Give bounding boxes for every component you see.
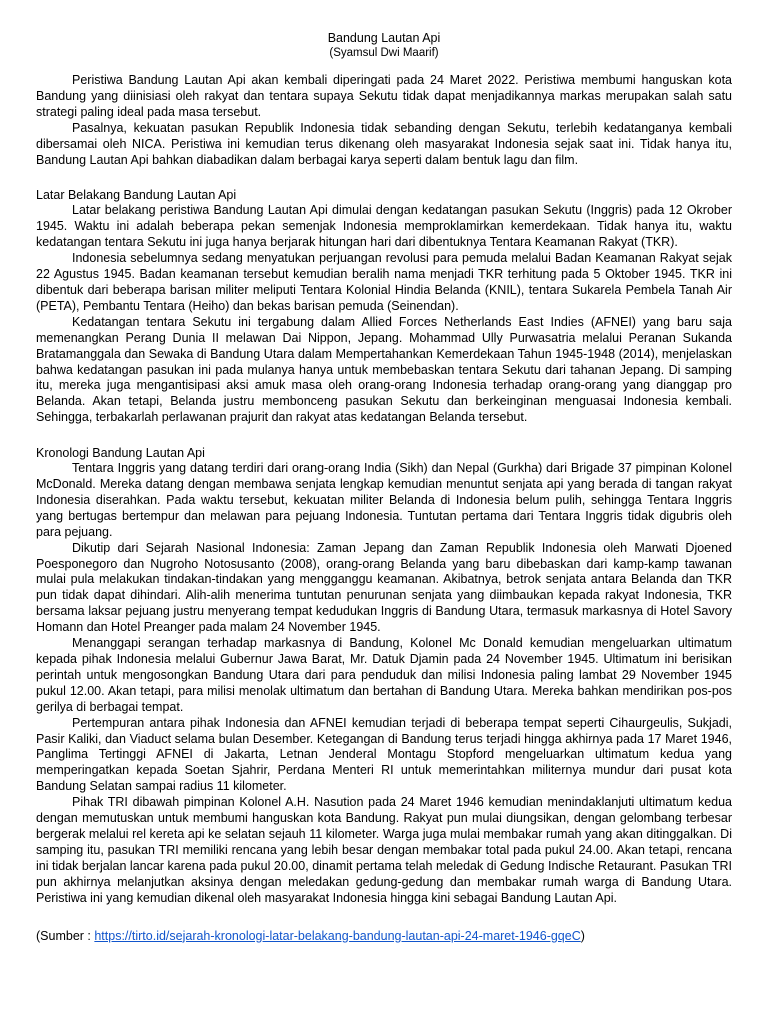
intro-paragraph: Pasalnya, kekuatan pasukan Republik Indonesia tidak sebanding dengan Sekutu, terlebih kedatanganya kembali dibersamai oleh NICA. Peristiwa ini kemudian terus dikenang oleh masyarakat Indonesia sejak saat ini. Tidak hanya itu, Bandung Lautan Api bahkan diabadikan dalam berbagai karya seperti dalam bentuk lagu dan film. bbox=[36, 120, 732, 167]
section-paragraph: Pertempuran antara pihak Indonesia dan AFNEI kemudian terjadi di beberapa tempat seperti Cihaurgeulis, Sukjadi, Pasir Kaliki, dan Viaduct selama bulan Desember. Ketegangan di Bandung terus terjadi hingga akhirnya pada 17 Maret 1946, Panglima Tertinggi AFNEI di Jakarta, Letnan Jenderal Montagu Stopford mengeluarkan ultimatum kedua yang memperingatkan kepada Soetan Sjahrir, Perdana Menteri RI untuk memerintahkan militernya mundur dari pusat kota Bandung Selatan sampai radius 11 kilometer. bbox=[36, 715, 732, 794]
intro-paragraph: Peristiwa Bandung Lautan Api akan kembali diperingati pada 24 Maret 2022. Peristiwa membumi hanguskan kota Bandung yang diinisiasi oleh rakyat dan tentara supaya Sekutu tidak dapat menjadikannya markas merupakan salah satu strategi paling ideal pada masa tersebut. bbox=[36, 73, 732, 119]
source-prefix: (Sumber : bbox=[36, 928, 95, 943]
section-paragraph: Menanggapi serangan terhadap markasnya di Bandung, Kolonel Mc Donald kemudian mengeluarkan ultimatum kepada pihak Indonesia melalui Gubernur Jawa Barat, Mr. Datuk Djamin pada 24 November 1945. Ultimatum ini berisikan perintah untuk mengosongkan Bandung Utara dari para penduduk dan milisi Indonesia paling lambat 29 November 1945 pukul 12.00. Akan tetapi, para milisi menolak ultimatum dan bertahan di Bandung Utara. Mereka bahkan mendirikan pos-pos gerilya di berbagai tempat. bbox=[36, 636, 732, 714]
section-paragraph: Pihak TRI dibawah pimpinan Kolonel A.H. Nasution pada 24 Maret 1946 kemudian menindaklanjuti ultimatum kedua dengan memutuskan untuk membumi hanguskan kota Bandung. Rakyat pun mulai diungsikan, dengan gelombang terbesar bergerak melalui rel kereta api ke selatan sejauh 11 kilometer. Warga juga mulai membakar rumah yang akan ditinggalkan. Di samping itu, pasukan TRI memiliki rencana yang lebih besar dengan membakar total pada pukul 24.00. Akan tetapi, rencana ini tidak berjalan lancar karena pada pukul 20.00, dinamit pertama telah meledak di Gedung Indische Retaurant. Pasukan TRI pun akhirnya melanjutkan aksinya dengan meledakan gedung-gedung dan membakar rumah warga di Bandung Utara. Peristiwa ini yang kemudian dikenal oleh masyarakat Indonesia hingga kini sebagai Bandung Lautan Api. bbox=[36, 795, 732, 905]
section-paragraph: Tentara Inggris yang datang terdiri dari orang-orang India (Sikh) dan Nepal (Gurkha) dari Brigade 37 pimpinan Kolonel McDonald. Mereka datang dengan membawa senjata lengkap kemudian menuntut senjata api yang berada di tangan rakyat Indonesia diserahkan. Pada waktu tersebut, kekuatan militer Belanda di Indonesia belum pulih, sehingga Tentara Inggris yang bertugas bertempur dan melawan para pejuang Indonesia. Tuntutan pertama dari Tentara Inggris tidak digubris oleh para pejuang. bbox=[36, 461, 732, 539]
section-paragraph: Latar belakang peristiwa Bandung Lautan Api dimulai dengan kedatangan pasukan Sekutu (Inggris) pada 12 Okrober 1945. Waktu ini adalah beberapa pekan semenjak Indonesia memproklamirkan kemerdekaan. Tidak hanya itu, waktu kedatangan tentara Sekutu ini juga hanya berjarak hitungan hari dari dibentuknya Tentara Keamanan Rakyat (TKR). bbox=[36, 203, 732, 250]
source-suffix: ) bbox=[580, 928, 585, 943]
section-heading-latar-belakang: Latar Belakang Bandung Lautan Api bbox=[36, 188, 237, 203]
document-title: Bandung Lautan Api bbox=[327, 31, 441, 45]
source-link[interactable]: https://tirto.id/sejarah-kronologi-latar-belakang-bandung-lautan-api-24-maret-1946-gqeC bbox=[94, 928, 581, 943]
document-author: (Syamsul Dwi Maarif) bbox=[329, 47, 439, 59]
section-heading-kronologi: Kronologi Bandung Lautan Api bbox=[36, 446, 205, 461]
source-citation bbox=[36, 928, 732, 944]
section-paragraph: Dikutip dari Sejarah Nasional Indonesia: Zaman Jepang dan Zaman Republik Indonesia oleh Marwati Djoened Poesponegoro dan Nugroho Notosusanto (2008), orang-orang Belanda yang baru dibebaskan dari kamp-kamp tawanan mulai pula melakukan tindakan-tindakan yang mengganggu keamanan. Akibatnya, betrok senjata antara Belanda dan TKR pun tidak dapat dihindari. Alih-alih menerima tuntutan penurunan senjata yang diimbaukan kepada rakyat Indonesia, TKR bersama laksar pejuang justru menyerang tempat kedudukan Inggris di Bandung Utara, termasuk markasnya di Hotel Savory Homann dan Hotel Preanger pada malam 24 November 1945. bbox=[36, 540, 732, 635]
section-paragraph: Indonesia sebelumnya sedang menyatukan perjuangan revolusi para pemuda melalui Badan Keamanan Rakyat sejak 22 Agustus 1945. Badan keamanan tersebut kemudian beralih nama menjadi TKR terhitung pada 5 Oktober 1945. TKR ini dibentuk dari beberapa barisan militer meliputi Tentara Kolonial Hindia Belanda (KNIL), tentara Sukarela Pembela Tanah Air (PETA), Pembantu Tentara (Heiho) dan bekas barisan pemuda (Seinendan). bbox=[36, 251, 732, 313]
section-paragraph: Kedatangan tentara Sekutu ini tergabung dalam Allied Forces Netherlands East Indies (AFNEI) yang baru saja memenangkan Perang Dunia II melawan Dai Nippon, Jepang. Mohammad Ully Purwasatria melalui Peranan Sukanda Bratamanggala dan Sewaka di Bandung Utara dalam Mempertahankan Kemerdekaan Tahun 1945-1948 (2014), menjelaskan bahwa kedatangan pasukan ini pada mulanya hanya untuk membebaskan tentara Sekutu dari tahanan Jepang. Di samping itu, mereka juga mengantisipasi aksi amuk masa oleh orang-orang Indonesia terhadap orang-orang yang dianggap pro Belanda. Akan tetapi, Belanda justru membonceng pasukan Sekutu dan berkeinginan menguasai Indonesia kembali. Sehingga, terbakarlah perlawanan prajurit dan rakyat atas kedatangan Belanda tersebut. bbox=[36, 314, 732, 425]
